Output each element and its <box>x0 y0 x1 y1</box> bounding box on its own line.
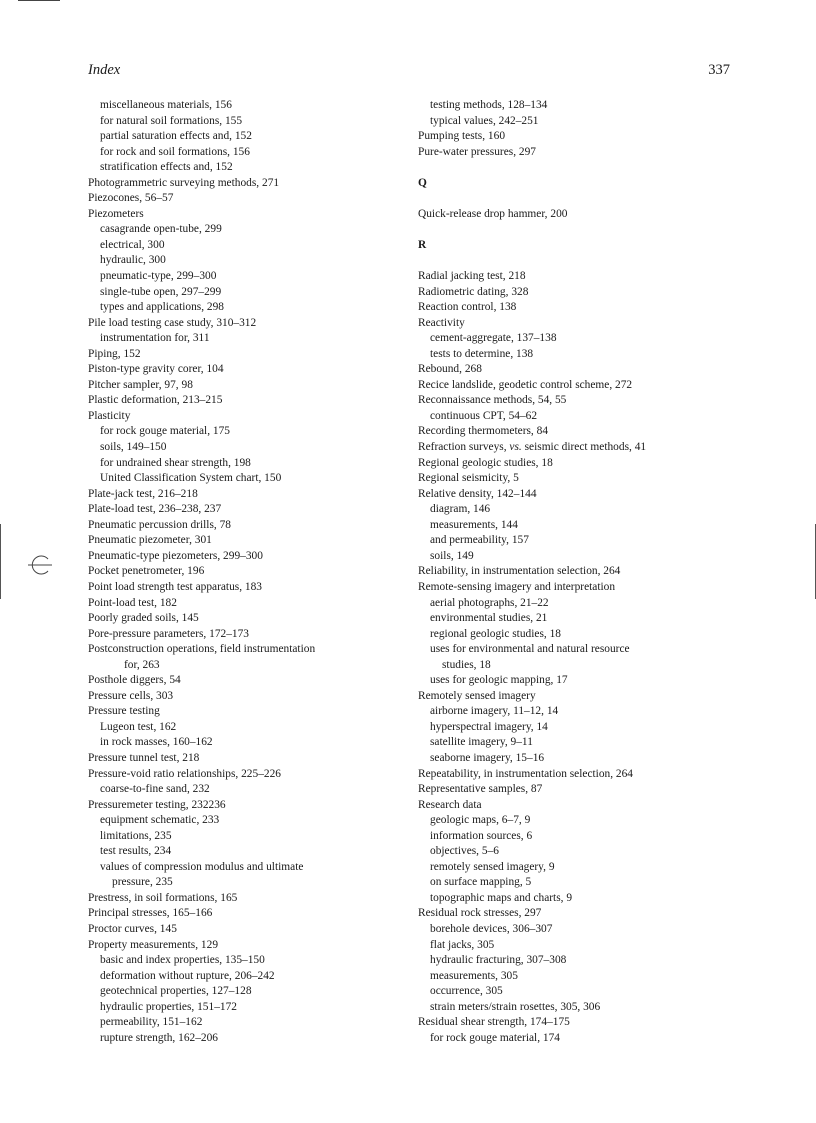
page-header <box>88 62 730 82</box>
index-entry: Postconstruction operations, field instrumentation <box>88 643 316 656</box>
index-subentry: tests to determine, 138 <box>430 347 534 360</box>
index-subentry: testing methods, 128–134 <box>430 99 548 111</box>
index-entry: Pneumatic piezometer, 301 <box>88 534 212 547</box>
index-entry: Research data <box>418 798 482 811</box>
index-subentry: for rock gouge material, 174 <box>430 1031 560 1044</box>
section-gap <box>418 160 723 176</box>
crop-mark-top <box>18 0 60 2</box>
index-entry: Residual shear strength, 174–175 <box>418 1016 570 1029</box>
index-subentry: diagram, 146 <box>430 503 491 516</box>
index-entry: Pressure testing <box>88 705 160 718</box>
index-entry: Plate-jack test, 216–218 <box>88 487 198 500</box>
index-entry: Recice landslide, geodetic control scheme, 272 <box>418 378 633 391</box>
index-subentry: hydraulic, 300 <box>100 254 166 267</box>
index-subentry: miscellaneous materials, 156 <box>100 99 232 111</box>
index-subentry: limitations, 235 <box>100 829 172 842</box>
index-entry: Posthole diggers, 54 <box>88 674 181 687</box>
index-subentry: cement-aggregate, 137–138 <box>430 332 557 345</box>
index-subentry: United Classification System chart, 150 <box>100 472 282 485</box>
index-entry: Quick-release drop hammer, 200 <box>418 207 568 220</box>
index-subentry: deformation without rupture, 206–242 <box>100 969 275 982</box>
index-entry: Photogrammetric surveying methods, 271 <box>88 176 280 189</box>
index-entry: Plasticity <box>88 409 131 422</box>
index-subentry: pneumatic-type, 299–300 <box>100 270 217 283</box>
index-subentry: types and applications, 298 <box>100 301 225 314</box>
index-entry: Pressure tunnel test, 218 <box>88 751 200 764</box>
index-subentry: regional geologic studies, 18 <box>430 627 561 640</box>
registration-mark-icon <box>18 552 62 578</box>
index-subentry: basic and index properties, 135–150 <box>100 954 265 967</box>
index-subentry: for rock and soil formations, 156 <box>100 145 250 158</box>
index-subentry: instrumentation for, 311 <box>100 332 210 345</box>
index-subentry: coarse-to-fine sand, 232 <box>100 783 210 796</box>
index-entry: Radial jacking test, 218 <box>418 270 526 283</box>
index-entry: Pore-pressure parameters, 172–173 <box>88 627 249 640</box>
page-number: 337 <box>708 62 730 78</box>
index-subentry: for, 263 <box>124 658 160 671</box>
index-subentry: pressure, 235 <box>112 876 173 889</box>
index-entry: Prestress, in soil formations, 165 <box>88 891 238 904</box>
index-entry: Pressure cells, 303 <box>88 689 174 702</box>
margin-mark-left <box>0 524 1 599</box>
index-subentry: stratification effects and, 152 <box>100 161 233 174</box>
index-subentry: measurements, 305 <box>430 969 518 982</box>
index-entry: Plastic deformation, 213–215 <box>88 394 223 407</box>
index-subentry: topographic maps and charts, 9 <box>430 891 573 904</box>
index-entry: Piping, 152 <box>88 347 141 360</box>
index-entry: Piezometers <box>88 207 144 220</box>
index-subentry: geologic maps, 6–7, 9 <box>430 814 531 827</box>
index-subentry: measurements, 144 <box>430 518 518 531</box>
index-entry: Pitcher sampler, 97, 98 <box>88 378 193 391</box>
index-subentry: hydraulic properties, 151–172 <box>100 1000 237 1013</box>
index-entry: Reaction control, 138 <box>418 301 517 314</box>
section-letter: R <box>418 238 427 251</box>
index-entry: Piezocones, 56–57 <box>88 192 174 205</box>
index-subentry: continuous CPT, 54–62 <box>430 409 538 422</box>
index-entry: Property measurements, 129 <box>88 938 219 951</box>
index-entry: Pocket penetrometer, 196 <box>88 565 205 578</box>
index-entry: Radiometric dating, 328 <box>418 285 529 298</box>
index-entry: Regional geologic studies, 18 <box>418 456 553 469</box>
index-entry: Pressuremeter testing, 232236 <box>88 798 226 811</box>
index-entry: Proctor curves, 145 <box>88 922 177 935</box>
index-subentry: flat jacks, 305 <box>430 938 495 951</box>
index-entry: Representative samples, 87 <box>418 783 543 796</box>
index-subentry: and permeability, 157 <box>430 534 529 547</box>
index-subentry: environmental studies, 21 <box>430 612 548 625</box>
section-letter: Q <box>418 176 427 189</box>
index-subentry: permeability, 151–162 <box>100 1016 203 1029</box>
index-entry: Pure-water pressures, 297 <box>418 145 536 158</box>
index-subentry: Lugeon test, 162 <box>100 720 177 733</box>
index-subentry: soils, 149–150 <box>100 441 167 454</box>
index-entry: Refraction surveys, vs. seismic direct methods, 41 <box>418 441 647 454</box>
index-column-right <box>418 98 723 1046</box>
index-subentry: partial saturation effects and, 152 <box>100 130 252 143</box>
running-head: Index <box>88 62 121 78</box>
index-subentry: remotely sensed imagery, 9 <box>430 860 555 873</box>
index-entry: Recording thermometers, 84 <box>418 425 549 438</box>
index-subentry: for rock gouge material, 175 <box>100 425 230 438</box>
index-subentry: hydraulic fracturing, 307–308 <box>430 954 567 967</box>
index-subentry: uses for environmental and natural resource <box>430 643 630 656</box>
index-entry: Residual rock stresses, 297 <box>418 907 542 920</box>
index-column-left <box>88 98 388 1046</box>
index-subentry: rupture strength, 162–206 <box>100 1031 218 1044</box>
index-entry: Pneumatic percussion drills, 78 <box>88 518 231 531</box>
index-subentry: electrical, 300 <box>100 238 165 251</box>
index-subentry: uses for geologic mapping, 17 <box>430 674 568 687</box>
index-entry: Rebound, 268 <box>418 363 482 376</box>
index-entry: Regional seismicity, 5 <box>418 472 519 485</box>
index-entry: Relative density, 142–144 <box>418 487 537 500</box>
section-gap <box>418 253 723 269</box>
index-subentry: in rock masses, 160–162 <box>100 736 213 749</box>
index-subentry: geotechnical properties, 127–128 <box>100 985 252 998</box>
index-subentry: seaborne imagery, 15–16 <box>430 751 545 764</box>
index-subentry: for natural soil formations, 155 <box>100 114 243 127</box>
section-gap <box>418 222 723 238</box>
index-subentry: values of compression modulus and ultimate <box>100 860 304 873</box>
index-subentry: soils, 149 <box>430 549 474 562</box>
index-subentry: casagrande open-tube, 299 <box>100 223 222 236</box>
index-entry: Repeatability, in instrumentation selection, 264 <box>418 767 634 780</box>
index-subentry: test results, 234 <box>100 845 172 858</box>
index-subentry: borehole devices, 306–307 <box>430 922 553 935</box>
index-entry: Remote-sensing imagery and interpretation <box>418 580 616 593</box>
index-entry: Remotely sensed imagery <box>418 689 536 702</box>
index-entry: Poorly graded soils, 145 <box>88 612 199 625</box>
index-subentry: objectives, 5–6 <box>430 845 499 858</box>
index-subentry: typical values, 242–251 <box>430 114 539 127</box>
index-subentry: for undrained shear strength, 198 <box>100 456 251 469</box>
index-subentry: hyperspectral imagery, 14 <box>430 720 548 733</box>
index-subentry: satellite imagery, 9–11 <box>430 736 533 749</box>
index-subentry: strain meters/strain rosettes, 305, 306 <box>430 1000 601 1013</box>
index-entry: Reliability, in instrumentation selection, 264 <box>418 565 621 578</box>
index-entry: Reactivity <box>418 316 465 329</box>
index-subentry: single-tube open, 297–299 <box>100 285 222 298</box>
index-entry: Point load strength test apparatus, 183 <box>88 580 262 593</box>
index-entry: Piston-type gravity corer, 104 <box>88 363 224 376</box>
index-entry: Pile load testing case study, 310–312 <box>88 316 257 329</box>
index-entry: Pneumatic-type piezometers, 299–300 <box>88 549 263 562</box>
index-subentry: equipment schematic, 233 <box>100 814 220 827</box>
index-entry: Pressure-void ratio relationships, 225–226 <box>88 767 281 780</box>
index-entry: Point-load test, 182 <box>88 596 177 609</box>
index-subentry: studies, 18 <box>442 658 491 671</box>
index-subentry: occurrence, 305 <box>430 985 503 998</box>
index-entry: Reconnaissance methods, 54, 55 <box>418 394 567 407</box>
index-subentry: airborne imagery, 11–12, 14 <box>430 705 559 718</box>
section-gap <box>418 191 723 207</box>
index-subentry: aerial photographs, 21–22 <box>430 596 549 609</box>
index-subentry: information sources, 6 <box>430 829 533 842</box>
index-entry: Plate-load test, 236–238, 237 <box>88 503 222 516</box>
index-subentry: on surface mapping, 5 <box>430 876 532 889</box>
index-entry: Principal stresses, 165–166 <box>88 907 213 920</box>
index-entry: Pumping tests, 160 <box>418 130 506 143</box>
